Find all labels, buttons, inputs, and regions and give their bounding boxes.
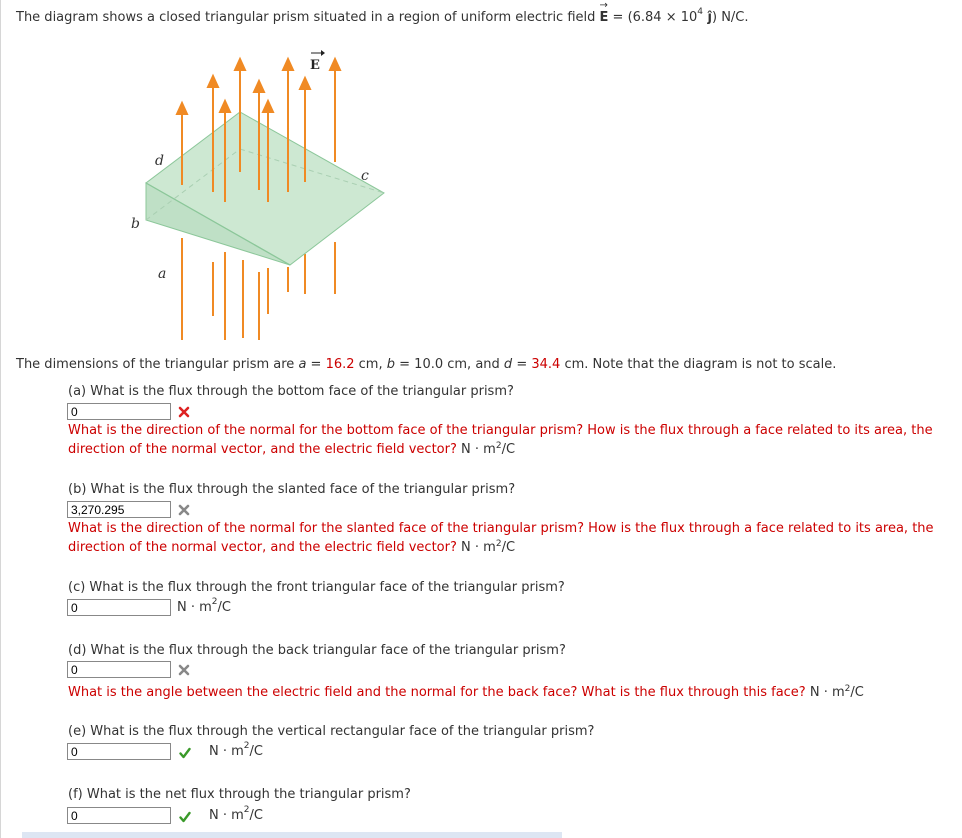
dims-d-value: 34.4 [531,357,561,372]
answer-input-c[interactable]: 0 [67,599,171,616]
unit-e [209,741,263,759]
problem-statement [16,0,749,25]
question-d: (d) What is the flux through the back triangular face of the triangular prism? [68,643,566,658]
unit-a-base: N · m [461,442,496,457]
unit-c-tail: /C [217,600,231,615]
e-symbol: E [599,10,609,25]
unit-vector-j: ĵ [703,10,712,25]
vector-arrow: → [599,0,608,11]
intro-suffix: ) N/C. [712,10,749,25]
dims-eq2: = 10.0 cm, and [395,357,504,372]
unit-f-sup: 2 [243,805,250,815]
unit-d [810,685,864,700]
hint-b [68,519,948,557]
unit-f-tail: /C [249,808,263,823]
label-c: c [361,168,369,184]
dims-t2: cm, [354,357,387,372]
label-e: E [310,58,320,73]
dims-t3: cm. Note that the diagram is not to scale. [560,357,837,372]
correct-check-icon [179,747,191,759]
e-vector-symbol [599,0,609,25]
dimensions-text [16,357,836,372]
unit-f [209,805,263,823]
bottom-bar [22,832,562,838]
answer-input-f[interactable]: 0 [67,807,171,824]
unit-a-tail: /C [501,442,516,457]
unit-f-base: N · m [209,808,244,823]
dims-b-label: b [386,357,396,372]
question-b: (b) What is the flux through the slanted face of the triangular prism? [68,482,516,497]
question-a: (a) What is the flux through the bottom face of the triangular prism? [68,384,514,399]
answer-input-b[interactable]: 3,270.295 [67,501,171,518]
answer-input-a[interactable]: 0 [67,403,171,420]
label-a: a [158,266,167,282]
dims-d-label: d [503,357,513,372]
correct-check-icon [179,811,191,823]
question-c: (c) What is the flux through the front triangular face of the triangular prism? [68,580,565,595]
unit-b-base: N · m [461,540,496,555]
hint-d [68,683,948,702]
exponent: 4 [697,7,704,17]
dims-a-value: 16.2 [325,357,355,372]
unit-c [177,597,231,615]
incorrect-x-icon [178,406,190,418]
intro-mid: = (6.84 × 10 [608,10,698,25]
label-e-arrowhead [321,50,325,56]
unit-e-tail: /C [249,744,263,759]
hint-d-text: What is the angle between the electric field and the normal for the back face? What is the flux through this face? [68,685,806,700]
question-f: (f) What is the net flux through the triangular prism? [68,787,411,802]
hint-b-text: What is the direction of the normal for the slanted face of the triangular prism? How is the flux through a face related to its area, the direction of the normal vector, and the electric field vector? [68,521,934,555]
unit-a [461,442,515,457]
hint-a-text: What is the direction of the normal for the bottom face of the triangular prism? How is the flux through a face related to its area, the direction of the normal vector, and the electric field vector? [68,423,933,457]
unit-e-sup: 2 [243,741,250,751]
question-e: (e) What is the flux through the vertical rectangular face of the triangular prism? [68,724,595,739]
unit-b-sup: 2 [495,539,502,549]
unit-b-tail: /C [501,540,516,555]
unit-c-sup: 2 [211,597,218,607]
answer-input-e[interactable]: 0 [67,743,171,760]
dims-eq1: = [306,357,326,372]
answer-input-d[interactable]: 0 [67,661,171,678]
incorrect-x-icon [178,504,190,516]
unit-d-base: N · m [809,685,845,700]
unit-e-base: N · m [209,744,244,759]
unit-b [461,540,515,555]
unit-a-sup: 2 [495,441,502,451]
label-b: b [131,216,140,232]
dims-eq3: = [512,357,532,372]
intro-prefix: The diagram shows a closed triangular prism situated in a region of uniform electric field [16,10,600,25]
dims-a-label: a [298,357,307,372]
unit-d-tail: /C [850,685,864,700]
incorrect-x-icon [178,664,190,676]
prism-diagram [118,42,398,342]
hint-a [68,421,948,459]
label-d: d [155,153,164,169]
dims-t1: The dimensions of the triangular prism are [16,357,299,372]
page-left-border [0,0,1,838]
unit-c-base: N · m [177,600,212,615]
unit-d-sup: 2 [844,684,851,694]
